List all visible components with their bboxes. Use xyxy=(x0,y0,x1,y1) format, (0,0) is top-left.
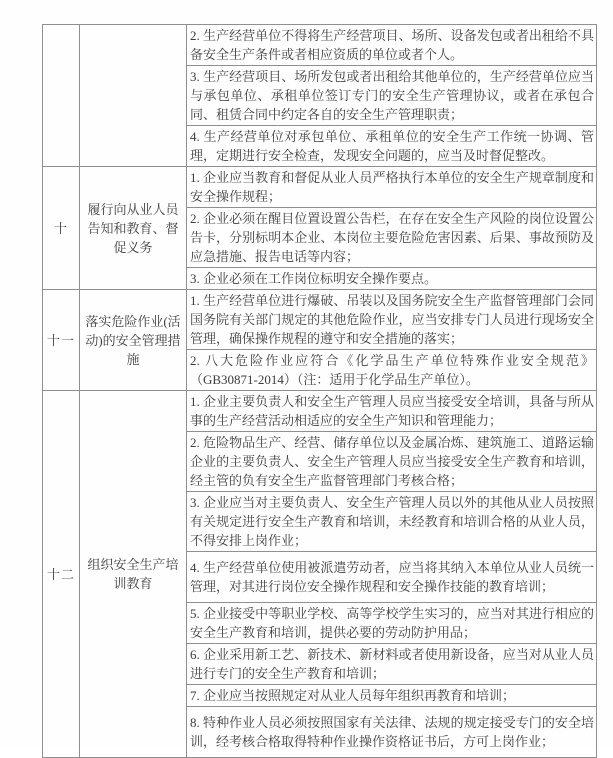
requirement-cell: 1. 生产经营单位进行爆破、吊装以及国务院安全生产监督管理部门会同国务院有关部门规定的其他危险作业，应当安排专门人员进行现场安全管理，确保操作规程的遵守和安全措施的落实； xyxy=(187,290,597,350)
section-number-cell: 十一 xyxy=(43,290,80,391)
requirement-cell: 7. 企业应当按照规定对从业人员每年组织再教育和培训； xyxy=(187,685,597,707)
requirement-cell: 3. 企业必须在工作岗位标明安全操作要点。 xyxy=(187,268,597,290)
requirement-cell: 6. 企业采用新工艺、新技术、新材料或者使用新设备，应当对从业人员进行专门的安全生产教育和培训； xyxy=(187,644,597,685)
requirement-cell: 3. 企业应当对主要负责人、安全生产管理人员以外的其他从业人员按照有关规定进行安全生产教育和培训，未经教育和培训合格的从业人员，不得安排上岗作业； xyxy=(187,492,597,552)
requirement-cell: 2. 危险物品生产、经营、储存单位以及金属冶炼、建筑施工、道路运输企业的主要负责人、安全生产管理人员应当接受安全生产教育和培训，经主管的负有安全生产监督管理部门考核合格； xyxy=(187,432,597,492)
safety-requirements-table xyxy=(42,24,597,758)
section-label-cell: 履行向从业人员告知和教育、督促义务 xyxy=(80,167,187,290)
requirement-cell: 2. 生产经营单位不得将生产经营项目、场所、设备发包或者出租给不具备安全生产条件或者相应资质的单位或者个人。 xyxy=(187,25,597,66)
requirement-cell: 1. 企业应当教育和督促从业人员严格执行本单位的安全生产规章制度和安全操作规程； xyxy=(187,167,597,208)
requirement-cell: 4. 生产经营单位使用被派遣劳动者，应当将其纳入本单位从业人员统一管理，对其进行岗位安全操作规程和安全操作技能的教育培训； xyxy=(187,552,597,603)
section-number-cell: 十 xyxy=(43,167,80,290)
section-label-cell xyxy=(80,25,187,167)
requirement-cell: 5. 企业接受中等职业学校、高等学校学生实习的，应当对其进行相应的安全生产教育和培训，提供必要的劳动防护用品； xyxy=(187,603,597,644)
section-label-cell: 组织安全生产培训教育 xyxy=(80,391,187,758)
requirement-cell: 2. 八大危险作业应符合《化学品生产单位特殊作业安全规范》（GB30871-2014）（注：适用于化学品生产单位）。 xyxy=(187,350,597,391)
table-row xyxy=(43,290,597,350)
section-label-cell: 落实危险作业(活动)的安全管理措施 xyxy=(80,290,187,391)
requirement-cell: 2. 企业必须在醒目位置设置公告栏，在存在安全生产风险的岗位设置公告卡，分别标明本企业、本岗位主要危险危害因素、后果、事故预防及应急措施、报告电话等内容； xyxy=(187,208,597,268)
table-row xyxy=(43,167,597,208)
section-number-cell xyxy=(43,25,80,167)
requirement-cell: 3. 生产经营项目、场所发包或者出租给其他单位的，生产经营单位应当与承包单位、承租单位签订专门的安全生产管理协议，或者在承包合同、租赁合同中约定各自的安全生产管理职责； xyxy=(187,66,597,126)
table-row xyxy=(43,391,597,432)
requirement-cell: 1. 企业主要负责人和安全生产管理人员应当接受安全培训，具备与所从事的生产经营活动相适应的安全生产知识和管理能力； xyxy=(187,391,597,432)
section-number-cell: 十二 xyxy=(43,391,80,758)
requirement-cell: 8. 特种作业人员必须按照国家有关法律、法规的规定接受专门的安全培训，经考核合格取得特种作业操作资格证书后，方可上岗作业； xyxy=(187,707,597,758)
table-row xyxy=(43,25,597,66)
requirement-cell: 4. 生产经营单位对承包单位、承租单位的安全生产工作统一协调、管理，定期进行安全检查，发现安全问题的，应当及时督促整改。 xyxy=(187,126,597,167)
